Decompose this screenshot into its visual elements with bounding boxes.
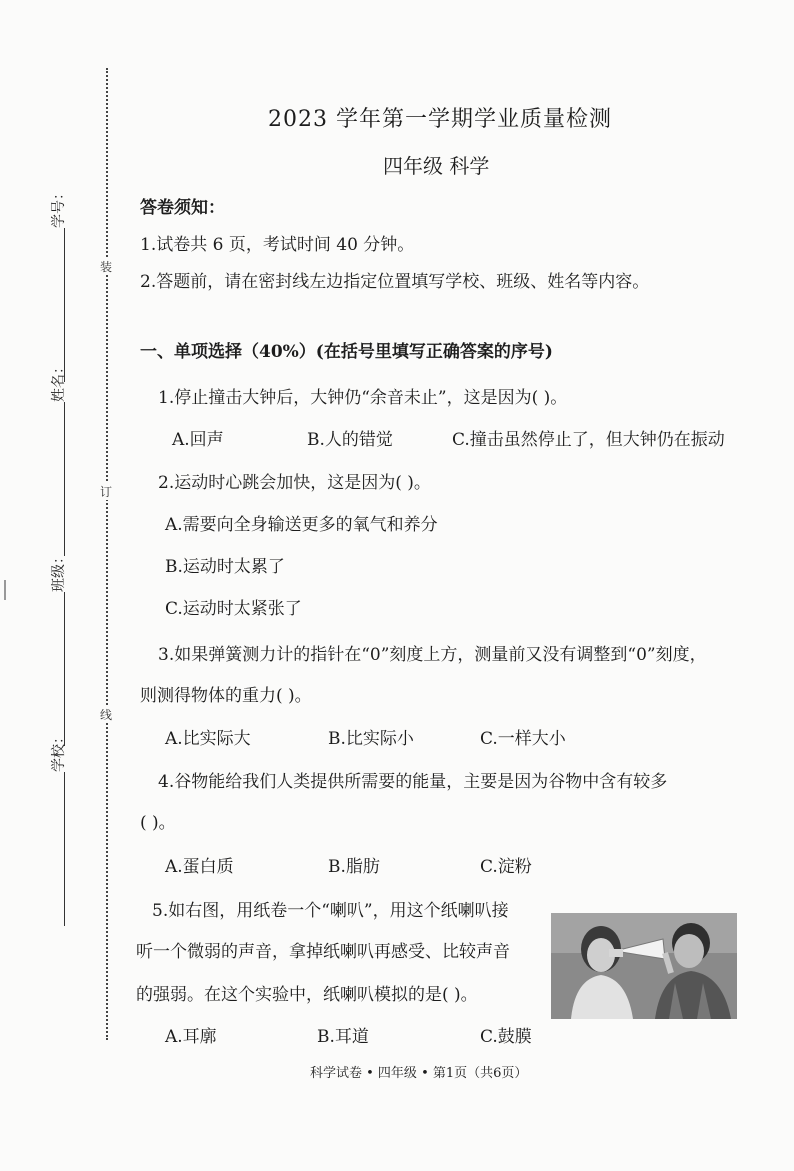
student-id-field[interactable] <box>48 186 68 386</box>
binding-mark-ding: 订 <box>99 485 112 499</box>
instruction-item: 2.答题前，请在密封线左边指定位置填写学校、班级、姓名等内容。 <box>140 272 650 292</box>
section-heading: 一、单项选择（40%）(在括号里填写正确答案的序号) <box>140 342 553 362</box>
question-5-option-b: B.耳道 <box>317 1027 369 1047</box>
question-2-stem: 2.运动时心跳会加快，这是因为( )。 <box>158 473 431 493</box>
binding-mark-zhuang: 装 <box>99 260 112 274</box>
question-2-option-c: C.运动时太紧张了 <box>165 599 302 619</box>
instructions-heading: 答卷须知： <box>140 198 225 218</box>
binding-mark-xian: 线 <box>99 708 112 722</box>
question-5-stem-line2: 听一个微弱的声音，拿掉纸喇叭再感受、比较声音 <box>136 942 510 962</box>
question-3-option-c: C.一样大小 <box>480 729 566 749</box>
student-id-label: 学号： <box>51 186 67 228</box>
question-4-stem-line2: ( )。 <box>140 813 176 833</box>
student-id-blank[interactable] <box>64 228 65 382</box>
name-field[interactable] <box>48 360 68 560</box>
instruction-item: 1.试卷共 6 页，考试时间 40 分钟。 <box>140 235 415 255</box>
page-subtitle: 四年级 科学 <box>383 154 490 178</box>
name-blank[interactable] <box>64 402 65 556</box>
class-blank[interactable] <box>64 592 65 746</box>
question-1-option-c: C.撞击虽然停止了，但大钟仍在振动 <box>452 430 725 450</box>
school-blank[interactable] <box>64 772 65 926</box>
photo-illustration <box>551 913 737 1019</box>
question-1-stem: 1.停止撞击大钟后，大钟仍“余音未止”，这是因为( )。 <box>158 388 568 408</box>
question-5-stem-line3: 的强弱。在这个实验中，纸喇叭模拟的是( )。 <box>136 985 478 1005</box>
question-4-stem-line1: 4.谷物能给我们人类提供所需要的能量，主要是因为谷物中含有较多 <box>158 772 668 792</box>
question-3-stem-line2: 则测得物体的重力( )。 <box>140 686 312 706</box>
class-field[interactable] <box>48 550 68 750</box>
question-5-stem-line1: 5.如右图，用纸卷一个“喇叭”，用这个纸喇叭接 <box>152 901 509 921</box>
question-4-option-b: B.脂肪 <box>328 857 380 877</box>
question-4-option-a: A.蛋白质 <box>165 857 234 877</box>
question-3-stem-line1: 3.如果弹簧测力计的指针在“0”刻度上方，测量前又没有调整到“0”刻度， <box>158 645 707 665</box>
paper-horn-experiment-photo <box>551 913 737 1019</box>
name-label: 姓名： <box>51 360 67 402</box>
school-label: 学校： <box>51 730 67 772</box>
question-1-option-a: A.回声 <box>172 430 224 450</box>
question-2-option-b: B.运动时太累了 <box>165 557 285 577</box>
question-3-option-a: A.比实际大 <box>165 729 251 749</box>
question-1-option-b: B.人的错觉 <box>307 430 393 450</box>
seal-dotted-line <box>106 68 108 1040</box>
scan-mark <box>4 580 6 600</box>
page-footer: 科学试卷 • 四年级 • 第1页（共6页） <box>310 1066 528 1081</box>
class-label: 班级： <box>51 550 67 592</box>
school-field[interactable] <box>48 730 68 930</box>
question-2-option-a: A.需要向全身输送更多的氧气和养分 <box>165 515 438 535</box>
question-5-option-a: A.耳廓 <box>165 1027 217 1047</box>
question-4-option-c: C.淀粉 <box>480 857 532 877</box>
question-3-option-b: B.比实际小 <box>328 729 414 749</box>
question-5-option-c: C.鼓膜 <box>480 1027 532 1047</box>
page-title: 2023 学年第一学期学业质量检测 <box>268 107 612 132</box>
